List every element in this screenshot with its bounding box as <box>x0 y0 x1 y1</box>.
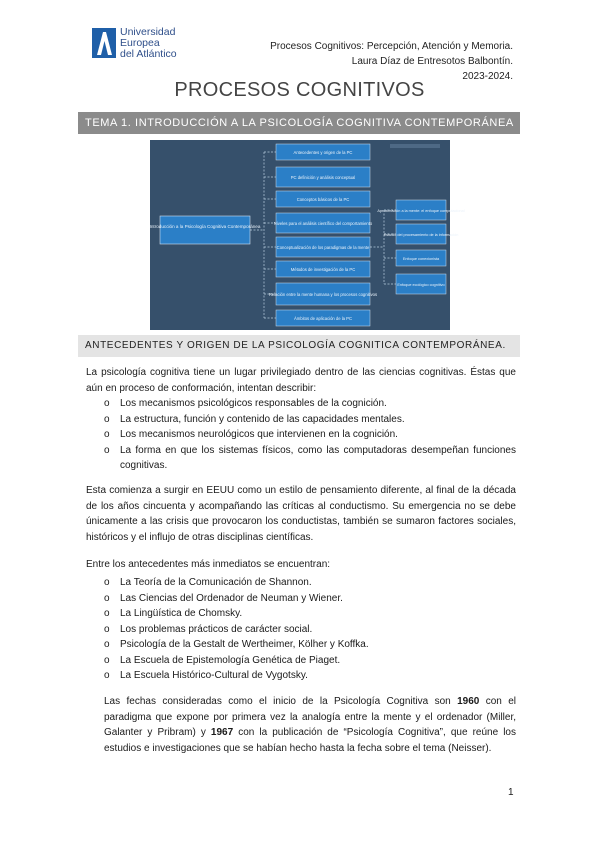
bullet-icon: o <box>104 639 110 650</box>
bullet-icon: o <box>104 670 110 681</box>
antecedents-intro: Entre los antecedentes más inmediatos se encuentran: <box>86 559 331 570</box>
bullet-icon: o <box>104 654 110 666</box>
diagram-branch-6: Métodos de investigación de la PC <box>290 267 356 272</box>
describe-list <box>104 396 516 474</box>
year-1967: 1967 <box>210 727 234 738</box>
diagram-branch-7: Relación entre la mente humana y los procesos cognitivos <box>268 292 378 297</box>
logo-line-2: Europea <box>120 37 160 49</box>
logo-line-3: del Atlántico <box>120 48 177 60</box>
diagram-root-label: Introducción a la Psicología Cognitiva Contemporánea <box>149 224 261 229</box>
section-heading: ANTECEDENTES Y ORIGEN DE LA PSICOLOGÍA COGNITICA CONTEMPORÁNEA. <box>78 335 520 357</box>
list-item: o La Lingüística de Chomsky. <box>104 606 516 622</box>
course-name: Procesos Cognitivos: Percepción, Atención y Memoria. <box>270 41 513 52</box>
list-item: o La Escuela de Epistemología Genética de Piaget. <box>104 653 516 669</box>
diagram-branch-8: Ámbitos de aplicación de la PC <box>294 316 352 321</box>
diagram-branch-4: Niveles para el análisis científico del comportamiento <box>273 221 373 226</box>
antecedents-list <box>104 575 516 684</box>
page-title: PROCESOS COGNITIVOS <box>174 79 425 101</box>
diagram-branch-2: PC definición y análisis conceptual <box>290 175 356 180</box>
diagram-sub-1: Aproximación a la mente: el enfoque computacional <box>377 209 465 213</box>
diagram-sub-3: Enfoque conexionista <box>402 257 440 261</box>
diagram-sub-2: Estudio del procesamiento de la información <box>383 233 459 237</box>
diagram-branch-5: Conceptualización de los paradigmas de la mente <box>276 245 370 250</box>
diagram-branch-3: Conceptos básicos de la PC <box>296 197 350 202</box>
intro-paragraph: La psicología cognitiva tiene un lugar privilegiado dentro de las ciencias cognitivas. Éstas que aún en proceso de conformación, intentan describir: <box>86 367 516 394</box>
tema-heading: TEMA 1. INTRODUCCIÓN A LA PSICOLOGÍA COGNITIVA CONTEMPORÁNEA <box>78 112 520 134</box>
bullet-icon: o <box>104 413 110 425</box>
list-item: o Los problemas prácticos de carácter social. <box>104 622 516 638</box>
page-number: 1 <box>508 787 514 798</box>
university-logo-icon <box>92 28 116 58</box>
dates-paragraph: Las fechas consideradas como el inicio de la Psicología Cognitiva son 1960 con el paradigma que expone por primera vez la analogía entre la mente y el ordenador (Miller, Galanter y Pribram) y 1967 con la publicación de “Psicología Cognitiva”, que reúne los estudios e investigaciones que se habían hecho hasta la fecha sobre el tema (Neisser). <box>104 696 517 754</box>
year-1960: 1960 <box>457 696 480 707</box>
bullet-icon: o <box>104 444 110 456</box>
diagram-root-node <box>150 216 261 244</box>
bullet-icon: o <box>104 577 110 588</box>
document-header-info <box>270 39 513 84</box>
list-item: o Los mecanismos neurológicos que intervienen en la cognición. <box>104 427 516 443</box>
list-item: o La Escuela Histórico-Cultural de Vygotsky. <box>104 668 516 684</box>
bullet-icon: o <box>104 429 110 440</box>
emergence-paragraph: Esta comienza a surgir en EEUU como un estilo de pensamiento diferente, al final de la década de los años cincuenta y acompañando las críticas al conductismo. Su emergencia no se debe únicamente a las crisis que provocaron los conductistas, también se sumaron factores sociales, históricos y el influjo de otras disciplinas científicas. <box>86 485 516 543</box>
bullet-icon: o <box>104 592 110 604</box>
diagram-branch-1: Antecedentes y origen de la PC <box>293 150 353 155</box>
list-item: o Los mecanismos psicológicos responsables de la cognición. <box>104 396 516 412</box>
list-item: o Las Ciencias del Ordenador de Neuman y Wiener. <box>104 591 516 607</box>
bullet-icon: o <box>104 623 110 635</box>
concept-map-diagram <box>149 140 465 330</box>
academic-year: 2023-2024. <box>462 71 513 82</box>
list-item: o Psicología de la Gestalt de Wertheimer, Kölher y Koffka. <box>104 637 516 653</box>
diagram-sub-4: Enfoque ecológico cognitivo <box>397 283 445 287</box>
logo-line-1: Universidad <box>120 26 176 38</box>
bullet-icon: o <box>104 608 110 619</box>
list-item: o La forma en que los sistemas físicos, como las computadoras desempeñan funciones cognitivas. <box>104 444 516 471</box>
list-item: o La Teoría de la Comunicación de Shannon. <box>104 575 516 591</box>
list-item: o La estructura, función y contenido de las capacidades mentales. <box>104 412 516 428</box>
author-name: Laura Díaz de Entresotos Balbontín. <box>351 56 513 67</box>
bullet-icon: o <box>104 398 110 409</box>
university-name <box>120 27 177 60</box>
